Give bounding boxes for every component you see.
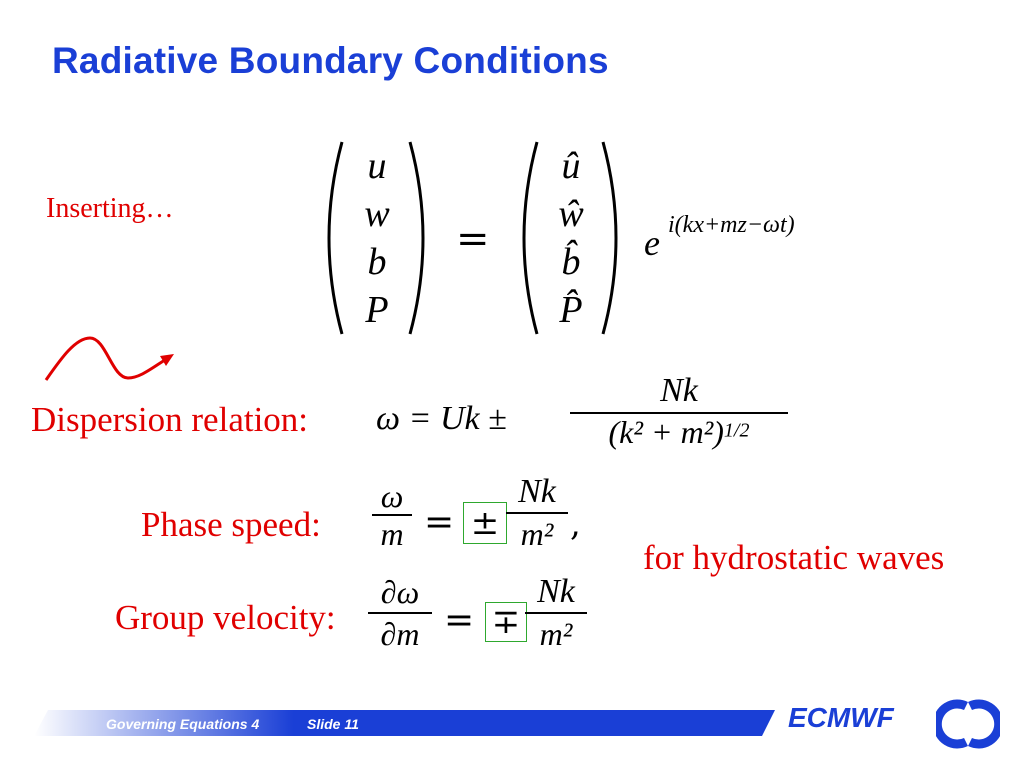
matrix-right-item: b̂ [561, 241, 581, 283]
phase-sign: ± [470, 503, 500, 543]
dispersion-lhs: ω = Uk ± [376, 400, 507, 437]
matrix-equals: = [456, 216, 490, 262]
slide-title: Radiative Boundary Conditions [52, 40, 609, 81]
group-velocity-label: Group velocity: [115, 598, 336, 637]
exponential-base: e [644, 223, 660, 263]
group-sign: ∓ [491, 602, 521, 642]
matrix-right-item: û [561, 145, 581, 187]
phase-denominator: m [380, 515, 404, 552]
phase-speed-label: Phase speed: [141, 505, 321, 544]
hydrostatic-note: for hydrostatic waves [643, 538, 945, 577]
group-rhs-numerator: Nk [537, 573, 575, 610]
group-equals: = [444, 600, 475, 641]
matrix-left-item: u [367, 145, 387, 187]
phase-trailing-comma: , [570, 504, 581, 544]
phase-equals: = [424, 502, 455, 543]
matrix-right-item: P̂ [559, 289, 583, 331]
footer-course: Governing Equations 4 [106, 716, 260, 732]
group-denominator: ∂m [380, 615, 420, 652]
phase-rhs-denominator: m² [520, 515, 554, 552]
phase-numerator: ω [380, 478, 404, 514]
group-rhs-denominator: m² [539, 615, 573, 652]
ecmwf-logo-text: ECMWF [788, 702, 894, 733]
inserting-label: Inserting… [46, 193, 174, 224]
exponential-power: i(kx+mz−ωt) [668, 212, 795, 238]
matrix-right-item: ŵ [558, 193, 584, 235]
matrix-left-item: w [364, 193, 390, 235]
dispersion-numerator: Nk [660, 372, 698, 409]
ecmwf-logo-icon [936, 698, 1000, 750]
group-numerator: ∂ω [380, 574, 420, 610]
matrix-left-item: b [367, 241, 387, 283]
phase-rhs-numerator: Nk [518, 473, 556, 510]
dispersion-denominator: (k² + m²) [608, 413, 724, 450]
footer-slide-number: Slide 11 [307, 716, 359, 732]
dispersion-label: Dispersion relation: [31, 400, 309, 439]
dispersion-denominator-power: 1/2 [723, 419, 750, 442]
matrix-left-item: P [365, 289, 389, 331]
